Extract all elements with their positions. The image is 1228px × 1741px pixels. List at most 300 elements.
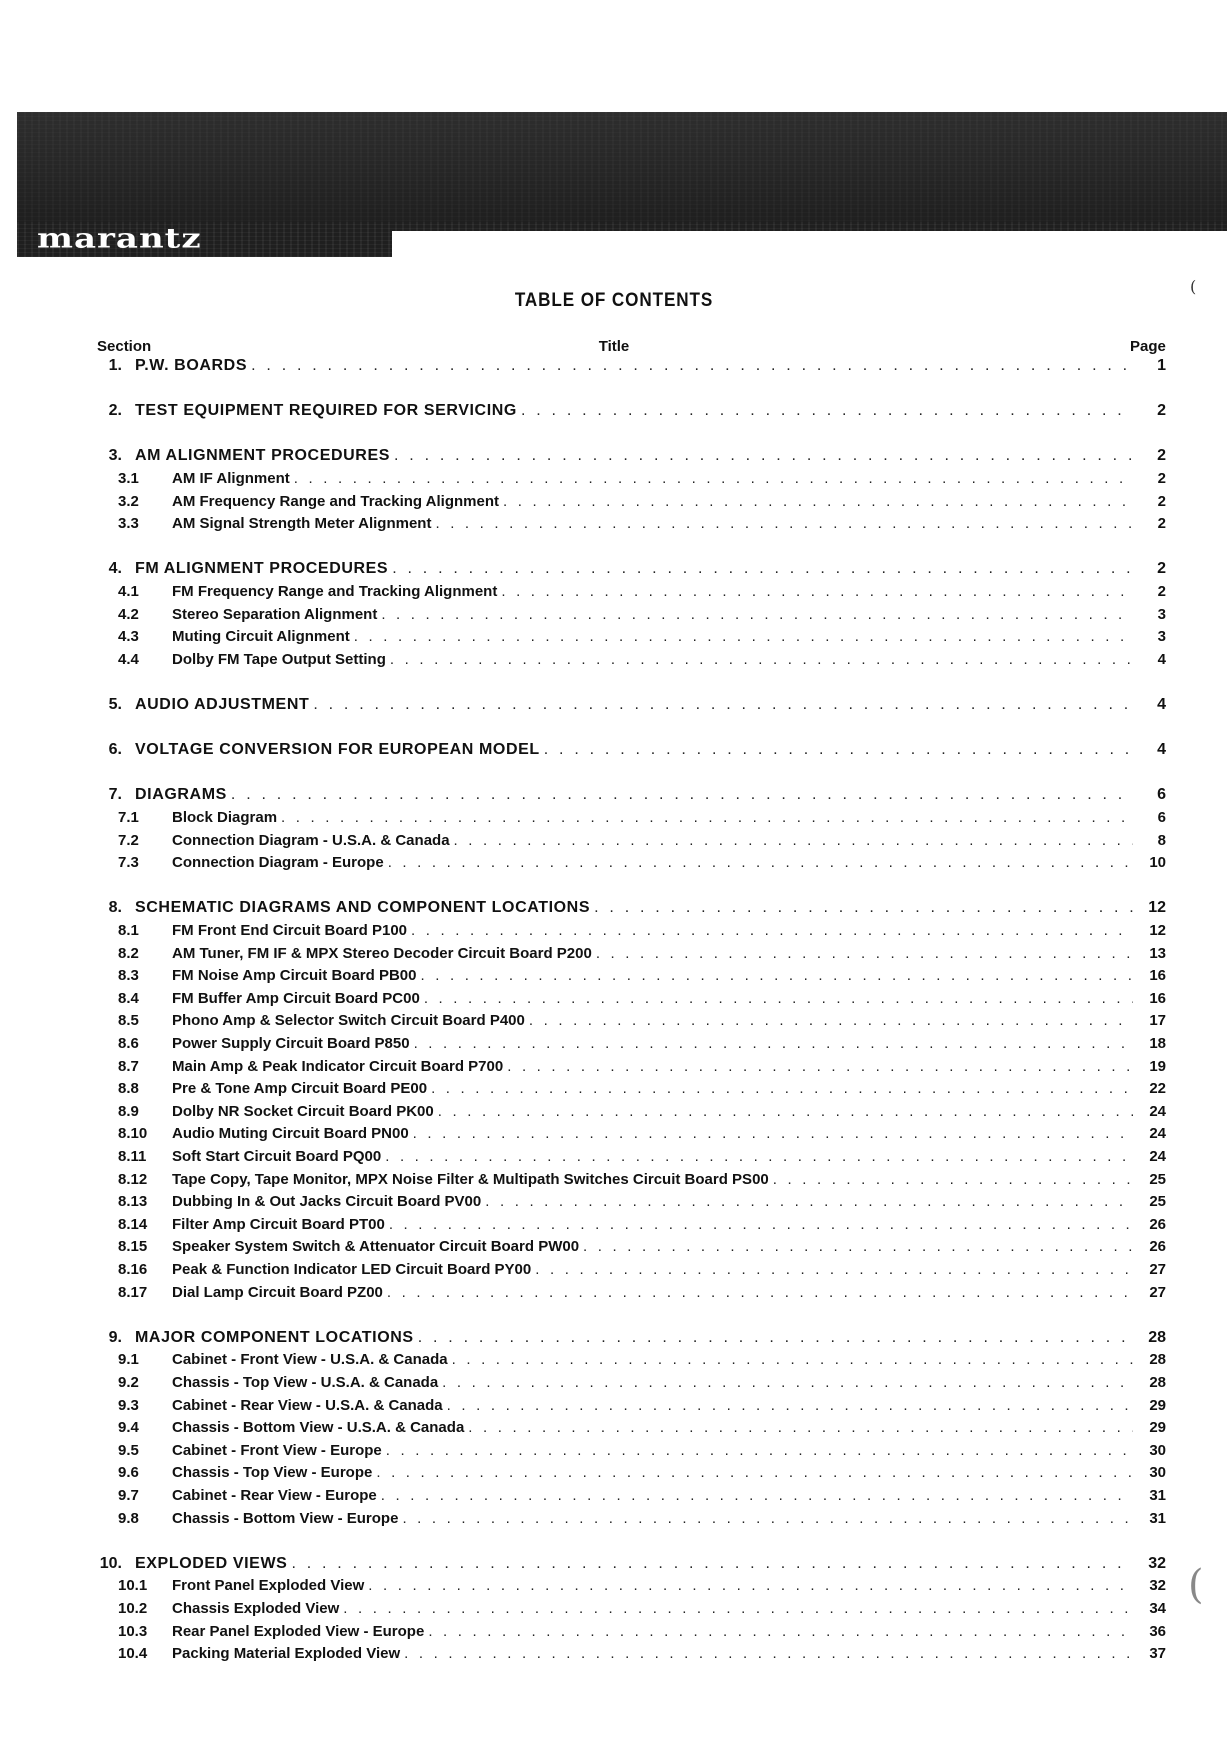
toc-subsection-row — [0, 628, 1228, 648]
toc-number: 7.1 — [118, 809, 139, 826]
toc-subsection-row — [0, 990, 1228, 1010]
toc-entry — [172, 832, 1156, 849]
toc-title: Dolby NR Socket Circuit Board PK00 — [172, 1103, 434, 1120]
dot-leader — [501, 583, 1156, 600]
dot-leader — [428, 1623, 1156, 1640]
toc-page-number: 25 — [1133, 1193, 1166, 1210]
toc-entry — [135, 402, 1156, 420]
dot-leader — [594, 899, 1156, 917]
brand-logo: marantz — [37, 222, 202, 255]
toc-title: DIAGRAMS — [135, 786, 227, 803]
toc-page-number: 31 — [1133, 1487, 1166, 1504]
toc-section-row — [0, 899, 1228, 919]
toc-entry — [135, 1329, 1156, 1347]
toc-title: MAJOR COMPONENT LOCATIONS — [135, 1329, 414, 1346]
dot-leader — [389, 1216, 1156, 1233]
dot-leader — [385, 1148, 1156, 1165]
page-title: TABLE OF CONTENTS — [514, 290, 714, 311]
toc-subsection-row — [0, 1464, 1228, 1484]
toc-page-number: 6 — [1133, 786, 1166, 804]
toc-number: 7.3 — [118, 854, 139, 871]
toc-entry — [172, 1284, 1156, 1301]
toc-subsection-row — [0, 1012, 1228, 1032]
toc-page-number: 25 — [1133, 1171, 1166, 1188]
dot-leader — [420, 967, 1156, 984]
toc-entry — [172, 945, 1156, 962]
toc-entry — [135, 447, 1156, 465]
toc-subsection-row — [0, 1035, 1228, 1055]
toc-title: Front Panel Exploded View — [172, 1577, 365, 1594]
toc-title: AM ALIGNMENT PROCEDURES — [135, 447, 390, 464]
toc-number: 8.12 — [118, 1171, 148, 1188]
toc-title: AUDIO ADJUSTMENT — [135, 696, 310, 713]
toc-subsection-row — [0, 1600, 1228, 1620]
toc-title: Chassis - Bottom View - Europe — [172, 1510, 399, 1527]
toc-page-number: 27 — [1133, 1261, 1166, 1278]
toc-title: Chassis Exploded View — [172, 1600, 340, 1617]
toc-number: 8.5 — [118, 1012, 139, 1029]
toc-page-number: 2 — [1133, 447, 1166, 465]
toc-subsection-row — [0, 1510, 1228, 1530]
toc-subsection-row — [0, 515, 1228, 535]
toc-entry — [172, 1577, 1156, 1594]
toc-number: 3.2 — [118, 493, 139, 510]
toc-page-number: 28 — [1133, 1351, 1166, 1368]
toc-title: Chassis - Bottom View - U.S.A. & Canada — [172, 1419, 465, 1436]
toc-page-number: 24 — [1133, 1148, 1166, 1165]
toc-entry — [172, 1080, 1156, 1097]
toc-subsection-row — [0, 493, 1228, 513]
dot-leader — [431, 1080, 1156, 1097]
toc-subsection-row — [0, 583, 1228, 603]
toc-entry — [135, 899, 1156, 917]
toc-entry — [172, 1238, 1156, 1255]
toc-section-row — [0, 560, 1228, 580]
dot-leader — [424, 990, 1156, 1007]
toc-entry — [172, 470, 1156, 487]
toc-entry — [172, 1171, 1156, 1188]
toc-section-row — [0, 357, 1228, 377]
toc-entry — [135, 560, 1156, 578]
toc-number: 4. — [108, 560, 122, 577]
toc-subsection-row — [0, 1080, 1228, 1100]
toc-title: Peak & Function Indicator LED Circuit Board PY00 — [172, 1261, 532, 1278]
toc-number: 8.14 — [118, 1216, 148, 1233]
toc-page-number: 2 — [1133, 493, 1166, 510]
toc-page-number: 18 — [1133, 1035, 1166, 1052]
toc-subsection-row — [0, 1374, 1228, 1394]
toc-number: 6. — [108, 741, 122, 758]
dot-leader — [388, 854, 1156, 871]
dot-leader — [390, 651, 1156, 668]
toc-title: FM Noise Amp Circuit Board PB00 — [172, 967, 417, 984]
dot-leader — [411, 922, 1156, 939]
toc-entry — [135, 741, 1156, 759]
toc-subsection-row — [0, 1238, 1228, 1258]
toc-title: FM ALIGNMENT PROCEDURES — [135, 560, 389, 577]
dot-leader — [402, 1510, 1156, 1527]
toc-number: 10.4 — [118, 1645, 148, 1662]
toc-number: 9.4 — [118, 1419, 139, 1436]
toc-entry — [135, 696, 1156, 714]
toc-page-number: 24 — [1133, 1103, 1166, 1120]
toc-page-number: 2 — [1133, 470, 1166, 487]
dot-leader — [392, 560, 1156, 578]
toc-subsection-row — [0, 651, 1228, 671]
toc-title: Cabinet - Rear View - Europe — [172, 1487, 377, 1504]
toc-entry — [172, 493, 1156, 510]
toc-page-number: 3 — [1133, 606, 1166, 623]
toc-entry — [135, 357, 1156, 375]
dot-leader — [413, 1125, 1156, 1142]
dot-leader — [387, 1284, 1156, 1301]
toc-subsection-row — [0, 809, 1228, 829]
dot-leader — [381, 1487, 1156, 1504]
toc-page-number: 29 — [1133, 1419, 1166, 1436]
toc-title: Muting Circuit Alignment — [172, 628, 350, 645]
toc-number: 8.13 — [118, 1193, 148, 1210]
toc-entry — [135, 1555, 1156, 1573]
toc-subsection-row — [0, 1397, 1228, 1417]
dot-leader — [313, 696, 1156, 714]
toc-title: Stereo Separation Alignment — [172, 606, 378, 623]
toc-title: TEST EQUIPMENT REQUIRED FOR SERVICING — [135, 402, 517, 419]
dot-leader — [438, 1103, 1156, 1120]
dot-leader — [452, 1351, 1156, 1368]
column-header-page: Page — [1130, 338, 1166, 355]
toc-subsection-row — [0, 1193, 1228, 1213]
toc-title: Cabinet - Front View - U.S.A. & Canada — [172, 1351, 448, 1368]
toc-subsection-row — [0, 1148, 1228, 1168]
column-header-title: Title — [598, 338, 630, 355]
toc-title: Block Diagram — [172, 809, 278, 826]
toc-subsection-row — [0, 854, 1228, 874]
toc-title: P.W. BOARDS — [135, 357, 248, 374]
toc-subsection-row — [0, 470, 1228, 490]
toc-section-row — [0, 1555, 1228, 1575]
toc-subsection-row — [0, 1171, 1228, 1191]
dot-leader — [381, 606, 1156, 623]
toc-number: 8.1 — [118, 922, 139, 939]
toc-page-number: 4 — [1133, 741, 1166, 759]
toc-page-number: 13 — [1133, 945, 1166, 962]
dot-leader — [354, 628, 1156, 645]
toc-subsection-row — [0, 1487, 1228, 1507]
toc-number: 10.1 — [118, 1577, 148, 1594]
toc-number: 4.2 — [118, 606, 139, 623]
toc-entry — [172, 1623, 1156, 1640]
toc-title: Phono Amp & Selector Switch Circuit Board P400 — [172, 1012, 525, 1029]
toc-subsection-row — [0, 945, 1228, 965]
toc-number: 4.3 — [118, 628, 139, 645]
dot-leader — [447, 1397, 1156, 1414]
toc-page-number: 12 — [1133, 899, 1166, 917]
toc-number: 9.1 — [118, 1351, 139, 1368]
toc-subsection-row — [0, 1442, 1228, 1462]
toc-title: FM Frequency Range and Tracking Alignment — [172, 583, 498, 600]
toc-subsection-row — [0, 1645, 1228, 1665]
toc-number: 8.17 — [118, 1284, 148, 1301]
toc-number: 10.3 — [118, 1623, 148, 1640]
toc-title: Dolby FM Tape Output Setting — [172, 651, 386, 668]
toc-page-number: 30 — [1133, 1464, 1166, 1481]
dot-leader — [251, 357, 1156, 375]
toc-page-number: 8 — [1133, 832, 1166, 849]
toc-entry — [172, 583, 1156, 600]
toc-number: 1. — [108, 357, 122, 374]
dot-leader — [343, 1600, 1156, 1617]
toc-title: Dial Lamp Circuit Board PZ00 — [172, 1284, 383, 1301]
dot-leader — [376, 1464, 1156, 1481]
toc-page-number: 6 — [1133, 809, 1166, 826]
toc-page-number: 24 — [1133, 1125, 1166, 1142]
dot-leader — [294, 470, 1156, 487]
dot-leader — [583, 1238, 1156, 1255]
toc-entry — [172, 651, 1156, 668]
toc-title: Connection Diagram - U.S.A. & Canada — [172, 832, 450, 849]
toc-title: EXPLODED VIEWS — [135, 1555, 288, 1572]
dot-leader — [773, 1171, 1156, 1188]
toc-title: Soft Start Circuit Board PQ00 — [172, 1148, 382, 1165]
dot-leader — [394, 447, 1156, 465]
dot-leader — [468, 1419, 1156, 1436]
dot-leader — [418, 1329, 1156, 1347]
toc-entry — [172, 1125, 1156, 1142]
toc-subsection-row — [0, 1577, 1228, 1597]
toc-section-row — [0, 402, 1228, 422]
toc-number: 8.6 — [118, 1035, 139, 1052]
toc-entry — [172, 1442, 1156, 1459]
toc-title: Chassis - Top View - Europe — [172, 1464, 373, 1481]
toc-title: Cabinet - Rear View - U.S.A. & Canada — [172, 1397, 443, 1414]
toc-number: 9.3 — [118, 1397, 139, 1414]
toc-title: AM Frequency Range and Tracking Alignment — [172, 493, 499, 510]
toc-number: 8. — [108, 899, 122, 916]
toc-page-number: 26 — [1133, 1238, 1166, 1255]
toc-page-number: 12 — [1133, 922, 1166, 939]
toc-page-number: 2 — [1133, 515, 1166, 532]
toc-number: 9.7 — [118, 1487, 139, 1504]
toc-subsection-row — [0, 1284, 1228, 1304]
toc-entry — [172, 1351, 1156, 1368]
toc-page-number: 22 — [1133, 1080, 1166, 1097]
toc-number: 9. — [108, 1329, 122, 1346]
toc-number: 7.2 — [118, 832, 139, 849]
toc-page-number: 2 — [1133, 560, 1166, 578]
toc-page-number: 32 — [1133, 1555, 1166, 1573]
toc-title: Cabinet - Front View - Europe — [172, 1442, 382, 1459]
toc-entry — [172, 1510, 1156, 1527]
toc-number: 5. — [108, 696, 122, 713]
toc-number: 9.2 — [118, 1374, 139, 1391]
toc-title: FM Buffer Amp Circuit Board PC00 — [172, 990, 420, 1007]
toc-number: 8.2 — [118, 945, 139, 962]
toc-title: Dubbing In & Out Jacks Circuit Board PV00 — [172, 1193, 482, 1210]
toc-entry — [172, 854, 1156, 871]
toc-subsection-row — [0, 967, 1228, 987]
toc-section-row — [0, 447, 1228, 467]
toc-number: 8.10 — [118, 1125, 148, 1142]
dot-leader — [507, 1058, 1156, 1075]
dot-leader — [596, 945, 1156, 962]
toc-subsection-row — [0, 606, 1228, 626]
toc-subsection-row — [0, 832, 1228, 852]
toc-number: 10. — [99, 1555, 122, 1572]
toc-title: Connection Diagram - Europe — [172, 854, 384, 871]
toc-entry — [172, 1600, 1156, 1617]
toc-title: Tape Copy, Tape Monitor, MPX Noise Filter & Multipath Switches Circuit Board PS00 — [172, 1171, 769, 1188]
toc-number: 9.5 — [118, 1442, 139, 1459]
toc-page-number: 3 — [1133, 628, 1166, 645]
toc-page-number: 36 — [1133, 1623, 1166, 1640]
toc-entry — [172, 1487, 1156, 1504]
toc-number: 8.7 — [118, 1058, 139, 1075]
toc-number: 8.11 — [118, 1148, 147, 1165]
toc-entry — [172, 1261, 1156, 1278]
dot-leader — [291, 1555, 1156, 1573]
dot-leader — [231, 786, 1156, 804]
toc-number: 7. — [108, 786, 122, 803]
toc-page-number: 26 — [1133, 1216, 1166, 1233]
toc-page-number: 16 — [1133, 990, 1166, 1007]
toc-number: 3.1 — [118, 470, 139, 487]
toc-number: 8.15 — [118, 1238, 148, 1255]
dot-leader — [544, 741, 1156, 759]
toc-entry — [172, 1464, 1156, 1481]
toc-title: AM Signal Strength Meter Alignment — [172, 515, 432, 532]
toc-page-number: 2 — [1133, 583, 1166, 600]
toc-subsection-row — [0, 1125, 1228, 1145]
toc-page-number: 30 — [1133, 1442, 1166, 1459]
toc-entry — [172, 1148, 1156, 1165]
toc-title: Filter Amp Circuit Board PT00 — [172, 1216, 385, 1233]
dot-leader — [454, 832, 1156, 849]
toc-number: 3. — [108, 447, 122, 464]
toc-entry — [172, 809, 1156, 826]
toc-page-number: 19 — [1133, 1058, 1166, 1075]
toc-page-number: 37 — [1133, 1645, 1166, 1662]
dot-leader — [529, 1012, 1156, 1029]
toc-subsection-row — [0, 1216, 1228, 1236]
toc-entry — [172, 1193, 1156, 1210]
toc-title: Rear Panel Exploded View - Europe — [172, 1623, 425, 1640]
toc-page-number: 16 — [1133, 967, 1166, 984]
dot-leader — [442, 1374, 1156, 1391]
toc-title: SCHEMATIC DIAGRAMS AND COMPONENT LOCATIONS — [135, 899, 591, 916]
toc-number: 8.4 — [118, 990, 139, 1007]
toc-number: 10.2 — [118, 1600, 148, 1617]
margin-mark: ( — [1188, 1562, 1204, 1608]
toc-subsection-row — [0, 1058, 1228, 1078]
dot-leader — [503, 493, 1156, 510]
toc-page-number: 29 — [1133, 1397, 1166, 1414]
margin-mark: ( — [1190, 277, 1197, 296]
toc-entry — [172, 1058, 1156, 1075]
toc-page-number: 1 — [1133, 357, 1166, 375]
toc-page-number: 31 — [1133, 1510, 1166, 1527]
toc-number: 4.1 — [118, 583, 139, 600]
toc-section-row — [0, 696, 1228, 716]
toc-page-number: 28 — [1133, 1329, 1166, 1347]
dot-leader — [404, 1645, 1156, 1662]
toc-title: Pre & Tone Amp Circuit Board PE00 — [172, 1080, 428, 1097]
toc-entry — [172, 515, 1156, 532]
toc-title: AM Tuner, FM IF & MPX Stereo Decoder Circuit Board P200 — [172, 945, 592, 962]
toc-entry — [172, 628, 1156, 645]
toc-page-number: 32 — [1133, 1577, 1166, 1594]
toc-entry — [172, 1374, 1156, 1391]
toc-subsection-row — [0, 922, 1228, 942]
toc-subsection-row — [0, 1351, 1228, 1371]
toc-section-row — [0, 786, 1228, 806]
toc-page-number: 4 — [1133, 651, 1166, 668]
dot-leader — [535, 1261, 1156, 1278]
dot-leader — [386, 1442, 1156, 1459]
toc-entry — [172, 922, 1156, 939]
toc-number: 8.3 — [118, 967, 139, 984]
dot-leader — [485, 1193, 1156, 1210]
toc-entry — [172, 990, 1156, 1007]
toc-title: Power Supply Circuit Board P850 — [172, 1035, 410, 1052]
toc-number: 8.9 — [118, 1103, 139, 1120]
toc-entry — [172, 606, 1156, 623]
toc-entry — [135, 786, 1156, 804]
toc-entry — [172, 1645, 1156, 1662]
toc-subsection-row — [0, 1103, 1228, 1123]
dot-leader — [435, 515, 1156, 532]
toc-number: 4.4 — [118, 651, 139, 668]
toc-section-row — [0, 741, 1228, 761]
toc-number: 3.3 — [118, 515, 139, 532]
toc-page-number: 28 — [1133, 1374, 1166, 1391]
dot-leader — [521, 402, 1156, 420]
toc-title: Audio Muting Circuit Board PN00 — [172, 1125, 409, 1142]
toc-title: Chassis - Top View - U.S.A. & Canada — [172, 1374, 439, 1391]
toc-number: 9.8 — [118, 1510, 139, 1527]
toc-page-number: 2 — [1133, 402, 1166, 420]
toc-page-number: 10 — [1133, 854, 1166, 871]
toc-entry — [172, 1103, 1156, 1120]
toc-subsection-row — [0, 1261, 1228, 1281]
toc-page-number: 4 — [1133, 696, 1166, 714]
toc-entry — [172, 967, 1156, 984]
toc-entry — [172, 1397, 1156, 1414]
toc-title: FM Front End Circuit Board P100 — [172, 922, 408, 939]
toc-page-number: 17 — [1133, 1012, 1166, 1029]
toc-number: 2. — [108, 402, 122, 419]
dot-leader — [281, 809, 1156, 826]
toc-title: Packing Material Exploded View — [172, 1645, 401, 1662]
toc-page-number: 27 — [1133, 1284, 1166, 1301]
toc-title: AM IF Alignment — [172, 470, 290, 487]
toc-title: Speaker System Switch & Attenuator Circuit Board PW00 — [172, 1238, 580, 1255]
toc-number: 8.8 — [118, 1080, 139, 1097]
toc-number: 9.6 — [118, 1464, 139, 1481]
toc-section-row — [0, 1329, 1228, 1349]
toc-title: VOLTAGE CONVERSION FOR EUROPEAN MODEL — [135, 741, 540, 758]
column-header-section: Section — [97, 338, 152, 355]
dot-leader — [368, 1577, 1156, 1594]
toc-entry — [172, 1035, 1156, 1052]
toc-number: 8.16 — [118, 1261, 148, 1278]
dot-leader — [414, 1035, 1156, 1052]
toc-entry — [172, 1216, 1156, 1233]
toc-entry — [172, 1012, 1156, 1029]
toc-entry — [172, 1419, 1156, 1436]
toc-subsection-row — [0, 1419, 1228, 1439]
toc-subsection-row — [0, 1623, 1228, 1643]
toc-page-number: 34 — [1133, 1600, 1166, 1617]
